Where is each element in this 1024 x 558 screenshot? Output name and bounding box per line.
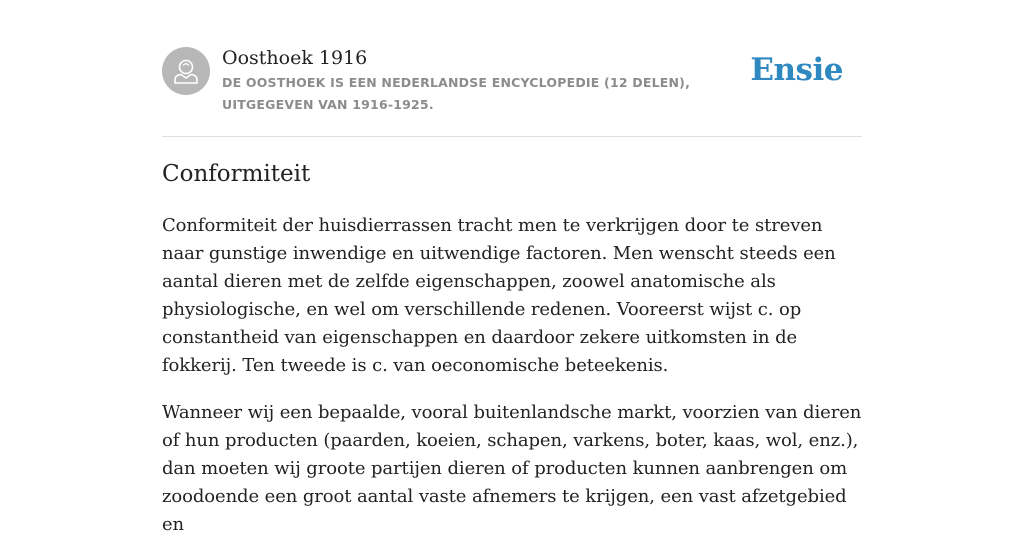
user-avatar-icon[interactable]	[162, 47, 210, 95]
source-header	[162, 44, 862, 137]
source-description: DE OOSTHOEK IS EEN NEDERLANDSE ENCYCLOPEDIE (12 DELEN), UITGEGEVEN VAN 1916-1925.	[222, 75, 691, 112]
article-title: Conformiteit	[162, 161, 311, 187]
source-name-link[interactable]: Oosthoek 1916	[222, 47, 368, 69]
article-paragraph: Wanneer wij een bepaalde, vooral buitenlandsche markt, voorzien van dieren of hun producten (paarden, koeien, schapen, varkens, boter, kaas, wol, enz.), dan moeten wij groote partijen dieren of producten kunnen aanbrengen om zoodoende een groot aantal vaste afnemers te krijgen, een vast afzetgebied en	[162, 402, 862, 535]
article-body	[162, 212, 862, 558]
ensie-logo[interactable]: Ensie	[750, 52, 843, 88]
article-paragraph: Conformiteit der huisdierrassen tracht men te verkrijgen door te streven naar gunstige inwendige en uitwendige factoren. Men wenscht steeds een aantal dieren met de zelfde eigenschappen, zoowel anatomische als physiologische, en wel om verschillende redenen. Vooreerst wijst c. op constantheid van eigenschappen en daardoor zekere uitkomsten in de fokkerij. Ten tweede is c. van oeconomische beteekenis.	[162, 215, 836, 376]
